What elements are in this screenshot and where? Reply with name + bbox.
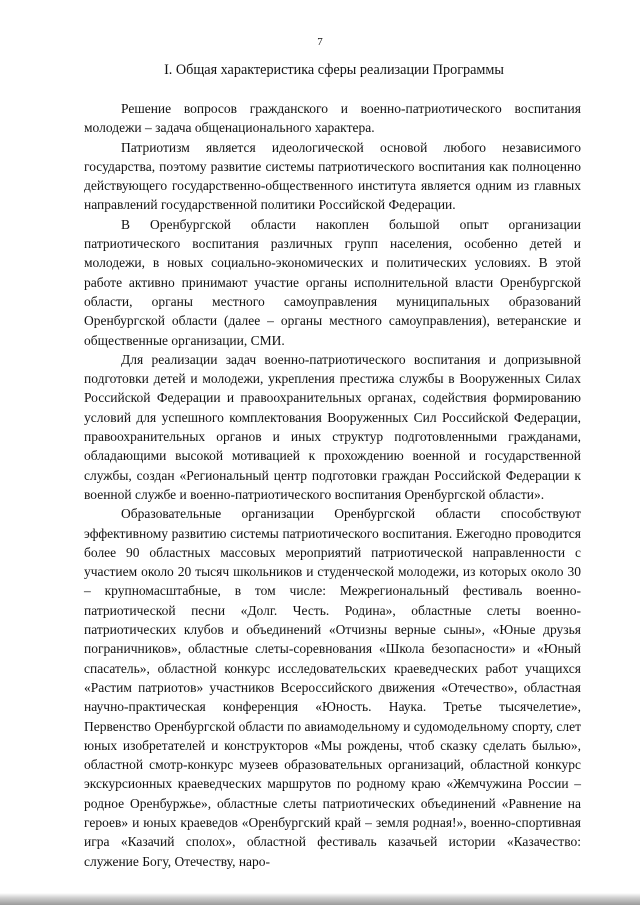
- section-heading: I. Общая характеристика сферы реализации Программы: [164, 62, 504, 78]
- body-text: [84, 99, 581, 871]
- paragraph: Решение вопросов гражданского и военно-патриотического воспитания молодежи – задача общенационального характера.: [84, 101, 581, 136]
- paragraph: Для реализации задач военно-патриотического воспитания и допризывной подготовки детей и молодежи, укрепления престижа службы в Вооруженных Силах Российской Федерации и правоохранительных органах, содействия формированию условий для успешного комплектования Вооруженных Сил Российской Федерации, правоохранительных органов и иных структур подготовленными гражданами, обладающими высокой мотивацией к прохождению военной и государственной службы, создан «Региональный центр подготовки граждан Российской Федерации к военной службе и военно-патриотического воспитания Оренбургской области».: [84, 351, 581, 502]
- paragraph: Патриотизм является идеологической основой любого независимого государства, поэтому развитие системы патриотического воспитания как полноценно действующего государственно-общественного института является одним из главных направлений государственной политики Российской Федерации.: [84, 139, 581, 213]
- scan-bottom-edge: [0, 893, 640, 905]
- paragraph: В Оренбургской области накоплен большой опыт организации патриотического воспитания различных групп населения, особенно детей и молодежи, в новых социально-экономических и политических условиях. В этой работе активно принимают участие органы исполнительной власти Оренбургской области, органы местного самоуправления муниципальных образований Оренбургской области (далее – органы местного самоуправления), ветеранские и общественные организации, СМИ.: [84, 216, 581, 348]
- page-number: 7: [317, 36, 323, 48]
- paragraph: Образовательные организации Оренбургской области способствуют эффективному развитию системы патриотического воспитания. Ежегодно проводится более 90 областных массовых мероприятий патриотической направленности с участием около 20 тысяч школьников и студенческой молодежи, из которых около 30 – крупномасштабные, в том числе: Межрегиональный фестиваль военно-патриотической песни «Долг. Честь. Родина», областные слеты военно-патриотических клубов и объединений «Отчизны верные сыны», «Юные друзья пограничников», областные слеты-соревнования «Школа безопасности» и «Юный спасатель», областной конкурс исследовательских краеведческих работ учащихся «Растим патриотов» участников Всероссийского движения «Отечество», областная научно-практическая конференция «Юность. Наука. Третье тысячелетие», Первенство Оренбургской области по авиамодельному и судомодельному спорту, слет юных изобретателей и конструкторов «Мы рождены, чтоб сказку сделать былью», областной смотр-конкурс музеев образовательных организаций, областной конкурс экскурсионных краеведческих маршрутов по родному краю «Жемчужина России – родное Оренбуржье», областные слеты патриотических объединений «Равнение на героев» и юных краеведов «Оренбургский край – земля родная!», военно-спортивная игра «Казачий сполох», областной фестиваль казачьей истории «Казачество: служение Богу, Отечеству, наро-: [84, 506, 581, 869]
